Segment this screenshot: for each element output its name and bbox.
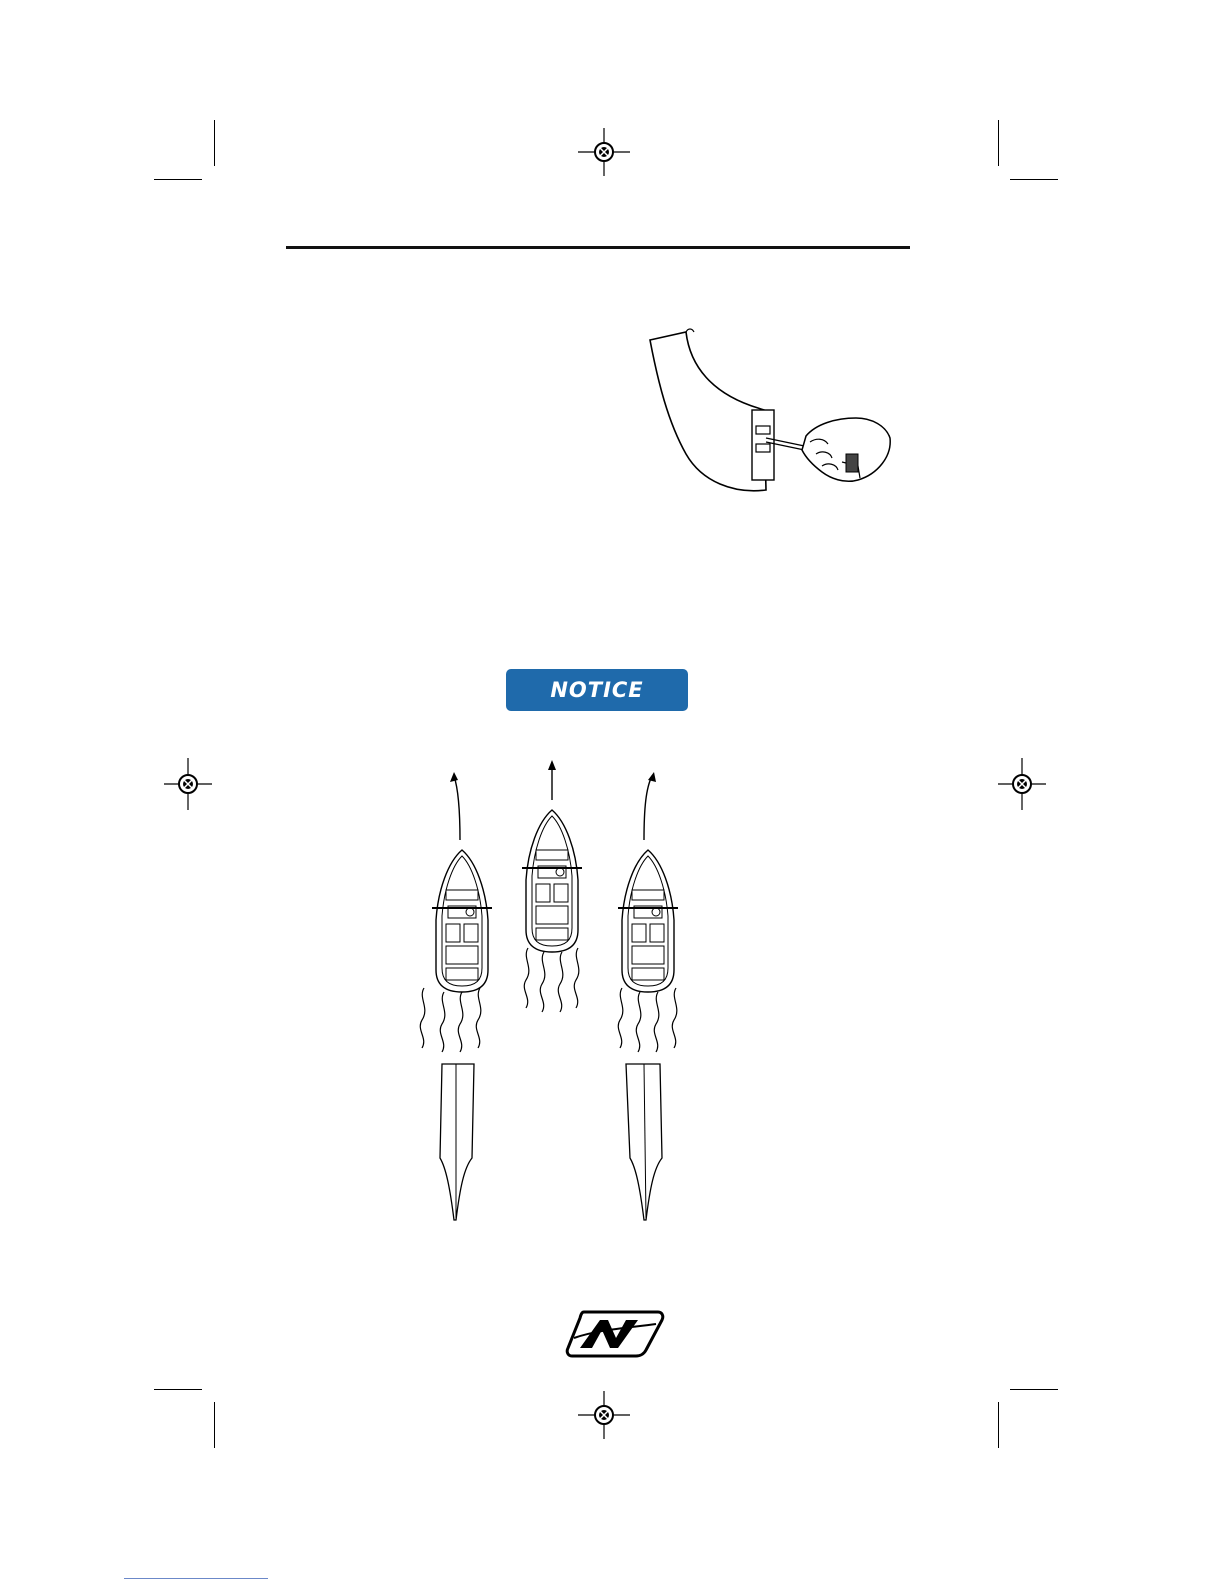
crop-mark-top-right-v	[998, 120, 999, 166]
footer-link-underline	[124, 1578, 268, 1579]
trim-tab-adjustment-icon	[646, 326, 896, 502]
boat-steering-direction-icon	[410, 758, 690, 1228]
crop-mark-bottom-right-h	[1010, 1389, 1058, 1390]
nautique-n-logo-icon	[566, 1308, 664, 1358]
crop-mark-bottom-right-v	[998, 1402, 999, 1448]
crop-mark-top-right-h	[1010, 179, 1058, 180]
notice-label: NOTICE	[550, 678, 644, 702]
registration-mark-right	[998, 758, 1046, 810]
crop-mark-bottom-left-v	[214, 1402, 215, 1448]
notice-banner	[506, 669, 688, 711]
crop-mark-top-left-v	[214, 120, 215, 166]
registration-mark-bottom	[578, 1391, 630, 1439]
registration-mark-top	[578, 128, 630, 176]
header-rule	[286, 246, 910, 249]
crop-mark-top-left-h	[154, 179, 202, 180]
registration-mark-left	[164, 758, 212, 810]
crop-mark-bottom-left-h	[154, 1389, 202, 1390]
